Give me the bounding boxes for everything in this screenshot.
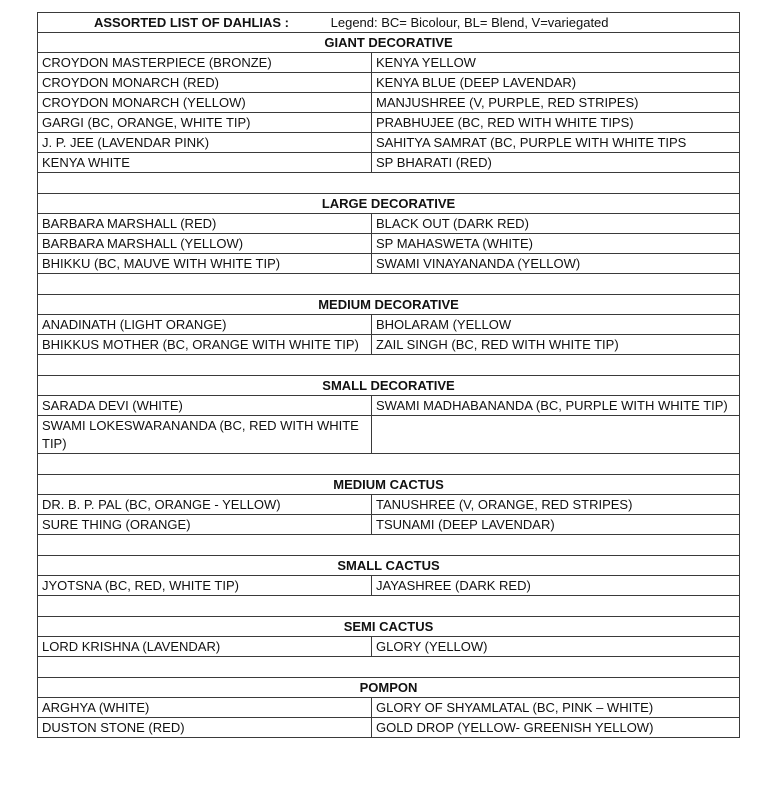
variety-row (38, 396, 740, 416)
variety-row (38, 416, 740, 454)
variety-cell-left: CROYDON MONARCH (YELLOW) (38, 93, 372, 113)
variety-cell-right: SP MAHASWETA (WHITE) (372, 234, 740, 254)
variety-cell-right: BLACK OUT (DARK RED) (372, 214, 740, 234)
variety-cell-left: ANADINATH (LIGHT ORANGE) (38, 315, 372, 335)
section-title: POMPON (38, 678, 740, 698)
variety-cell-left: JYOTSNA (BC, RED, WHITE TIP) (38, 576, 372, 596)
variety-row (38, 93, 740, 113)
section-header-row (38, 194, 740, 214)
spacer-cell (38, 274, 740, 295)
variety-row (38, 254, 740, 274)
spacer-row (38, 173, 740, 194)
spacer-cell (38, 454, 740, 475)
variety-row (38, 153, 740, 173)
variety-row (38, 718, 740, 738)
variety-cell-right: TANUSHREE (V, ORANGE, RED STRIPES) (372, 495, 740, 515)
variety-cell-right: BHOLARAM (YELLOW (372, 315, 740, 335)
variety-cell-right: SWAMI VINAYANANDA (YELLOW) (372, 254, 740, 274)
variety-cell-left: KENYA WHITE (38, 153, 372, 173)
section-header-row (38, 33, 740, 53)
header-row (38, 13, 740, 33)
variety-cell-left: LORD KRISHNA (LAVENDAR) (38, 637, 372, 657)
section-header-row (38, 295, 740, 315)
variety-row (38, 214, 740, 234)
section-title: SEMI CACTUS (38, 617, 740, 637)
variety-row (38, 234, 740, 254)
spacer-row (38, 454, 740, 475)
dahlia-table (37, 12, 740, 738)
variety-row (38, 495, 740, 515)
variety-row (38, 53, 740, 73)
header-cell (38, 13, 740, 33)
variety-cell-left: DR. B. P. PAL (BC, ORANGE - YELLOW) (38, 495, 372, 515)
spacer-cell (38, 355, 740, 376)
variety-cell-left: GARGI (BC, ORANGE, WHITE TIP) (38, 113, 372, 133)
variety-cell-right: GLORY OF SHYAMLATAL (BC, PINK – WHITE) (372, 698, 740, 718)
spacer-cell (38, 535, 740, 556)
variety-cell-left: BHIKKUS MOTHER (BC, ORANGE WITH WHITE TIP) (38, 335, 372, 355)
variety-cell-right: ZAIL SINGH (BC, RED WITH WHITE TIP) (372, 335, 740, 355)
section-title: SMALL DECORATIVE (38, 376, 740, 396)
variety-cell-right (372, 416, 740, 454)
variety-cell-right: MANJUSHREE (V, PURPLE, RED STRIPES) (372, 93, 740, 113)
section-header-row (38, 617, 740, 637)
variety-cell-left: J. P. JEE (LAVENDAR PINK) (38, 133, 372, 153)
variety-row (38, 315, 740, 335)
spacer-cell (38, 596, 740, 617)
legend-text: Legend: BC= Bicolour, BL= Blend, V=variegated (330, 15, 609, 30)
section-header-row (38, 475, 740, 495)
spacer-cell (38, 657, 740, 678)
variety-cell-left: BARBARA MARSHALL (YELLOW) (38, 234, 372, 254)
variety-row (38, 576, 740, 596)
section-title: GIANT DECORATIVE (38, 33, 740, 53)
variety-cell-right: SAHITYA SAMRAT (BC, PURPLE WITH WHITE TIPS (372, 133, 740, 153)
variety-cell-left: ARGHYA (WHITE) (38, 698, 372, 718)
spacer-row (38, 657, 740, 678)
variety-row (38, 133, 740, 153)
section-header-row (38, 678, 740, 698)
section-header-row (38, 556, 740, 576)
variety-cell-left: DUSTON STONE (RED) (38, 718, 372, 738)
spacer-cell (38, 173, 740, 194)
variety-row (38, 335, 740, 355)
variety-cell-left: BHIKKU (BC, MAUVE WITH WHITE TIP) (38, 254, 372, 274)
variety-cell-left: SURE THING (ORANGE) (38, 515, 372, 535)
variety-cell-left: SARADA DEVI (WHITE) (38, 396, 372, 416)
dahlia-list-document (37, 12, 739, 738)
spacer-row (38, 274, 740, 295)
section-title: LARGE DECORATIVE (38, 194, 740, 214)
section-title: MEDIUM DECORATIVE (38, 295, 740, 315)
variety-cell-left: BARBARA MARSHALL (RED) (38, 214, 372, 234)
variety-cell-left: CROYDON MASTERPIECE (BRONZE) (38, 53, 372, 73)
variety-cell-right: GOLD DROP (YELLOW- GREENISH YELLOW) (372, 718, 740, 738)
variety-cell-right: GLORY (YELLOW) (372, 637, 740, 657)
variety-row (38, 73, 740, 93)
variety-cell-right: SWAMI MADHABANANDA (BC, PURPLE WITH WHITE TIP) (372, 396, 740, 416)
variety-cell-right: KENYA YELLOW (372, 53, 740, 73)
variety-cell-right: KENYA BLUE (DEEP LAVENDAR) (372, 73, 740, 93)
variety-cell-left: SWAMI LOKESWARANANDA (BC, RED WITH WHITE TIP) (38, 416, 372, 454)
section-title: SMALL CACTUS (38, 556, 740, 576)
variety-row (38, 698, 740, 718)
variety-cell-right: SP BHARATI (RED) (372, 153, 740, 173)
section-title: MEDIUM CACTUS (38, 475, 740, 495)
variety-cell-right: TSUNAMI (DEEP LAVENDAR) (372, 515, 740, 535)
variety-row (38, 637, 740, 657)
spacer-row (38, 535, 740, 556)
variety-cell-right: PRABHUJEE (BC, RED WITH WHITE TIPS) (372, 113, 740, 133)
spacer-row (38, 596, 740, 617)
spacer-row (38, 355, 740, 376)
variety-row (38, 515, 740, 535)
variety-cell-left: CROYDON MONARCH (RED) (38, 73, 372, 93)
variety-row (38, 113, 740, 133)
variety-cell-right: JAYASHREE (DARK RED) (372, 576, 740, 596)
document-title: ASSORTED LIST OF DAHLIAS : (94, 15, 289, 30)
section-header-row (38, 376, 740, 396)
